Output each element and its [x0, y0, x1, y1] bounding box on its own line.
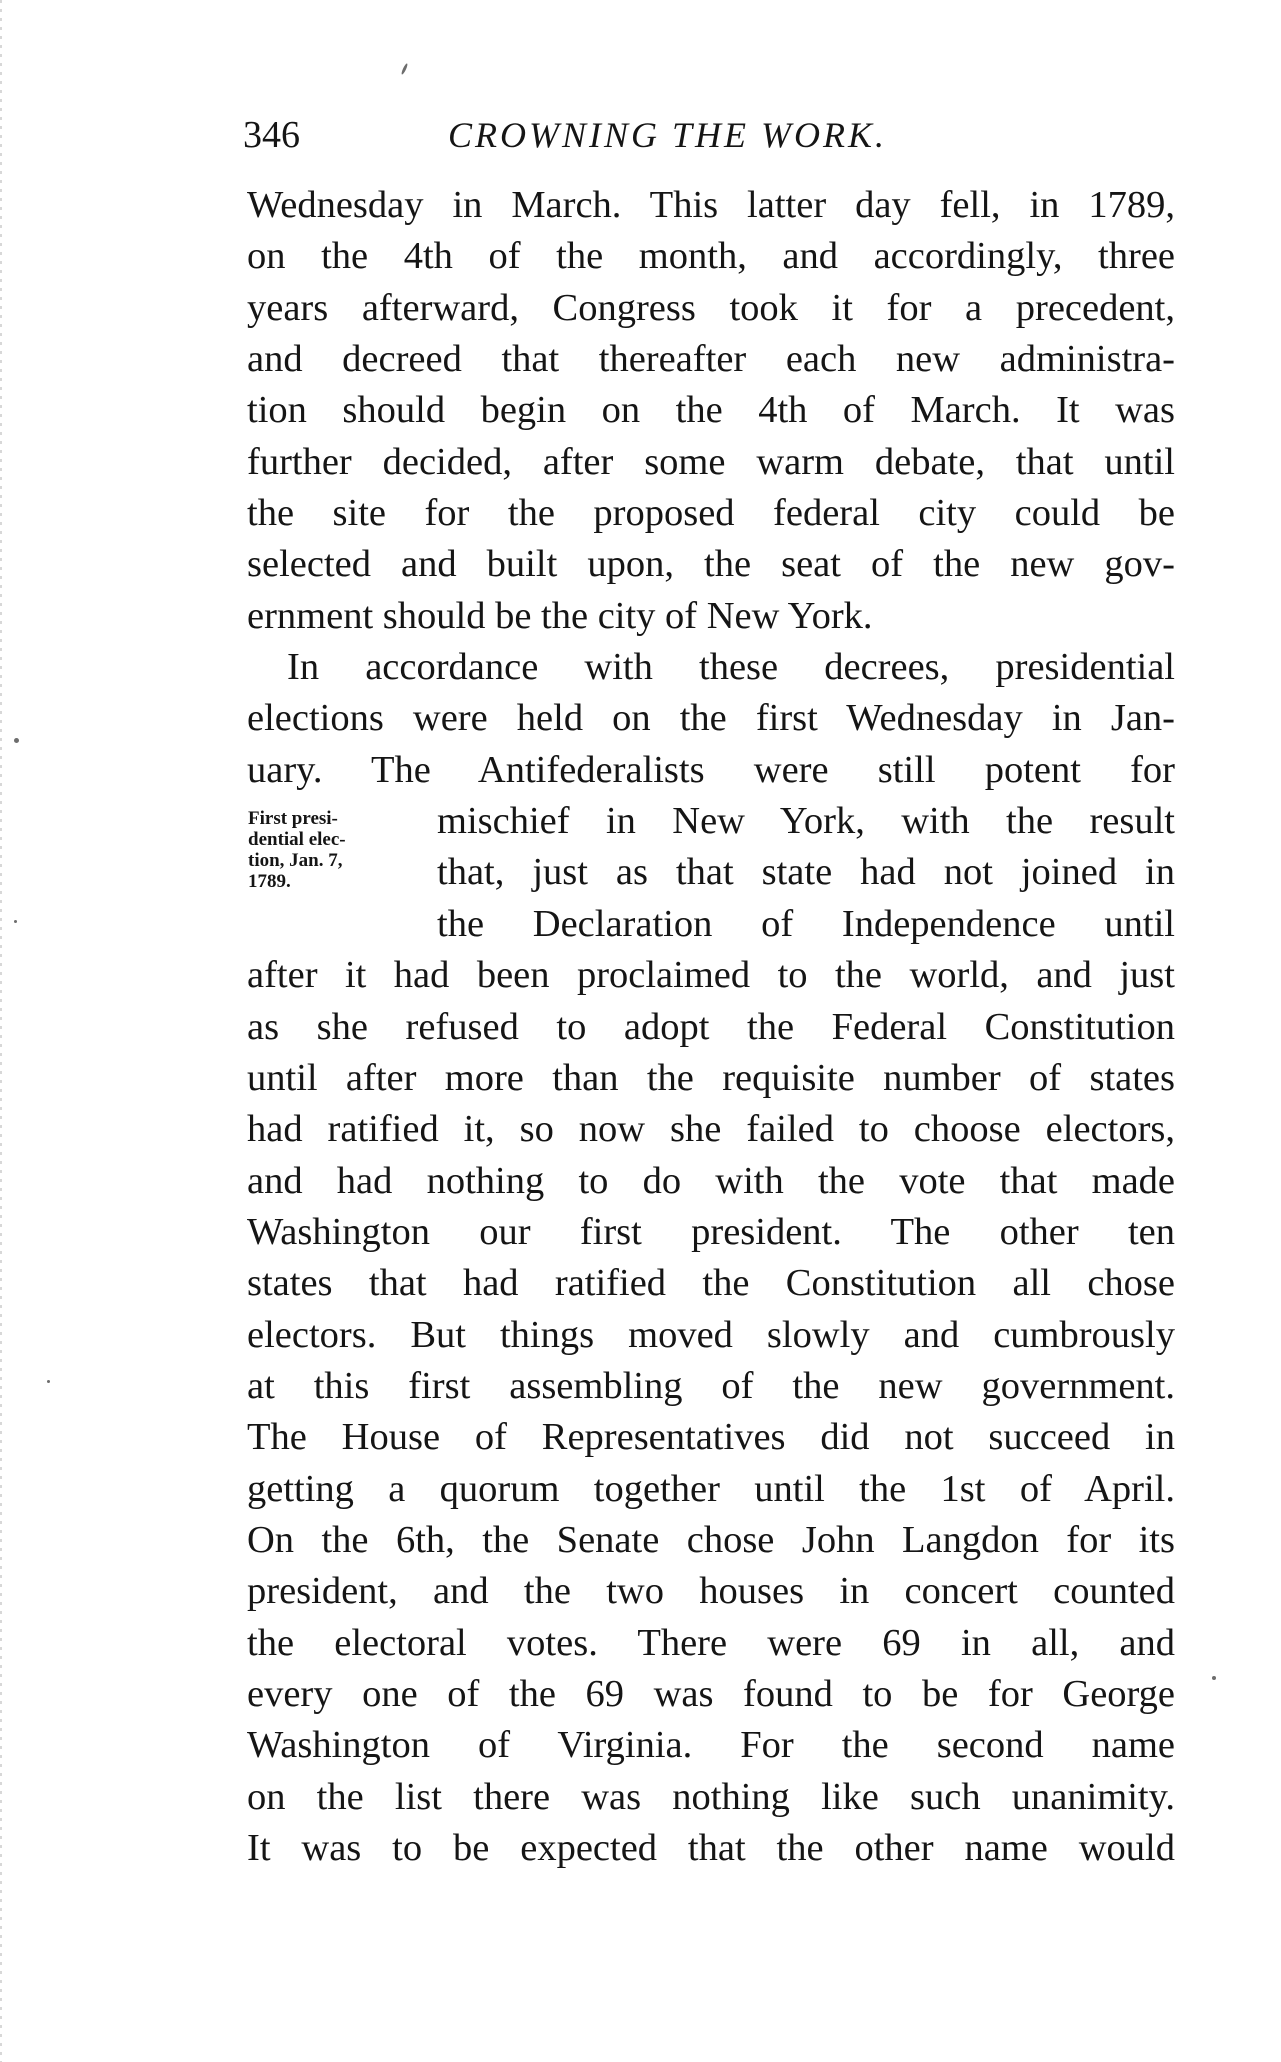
text-line: until after more than the requisite number of states: [247, 1056, 1175, 1099]
text-line: It was to be expected that the other name would: [247, 1827, 1175, 1869]
text-line: further decided, after some warm debate, that until: [247, 440, 1175, 483]
text-line: The House of Representatives did not succeed in: [247, 1416, 1175, 1459]
text-line: president, and the two houses in concert counted: [247, 1570, 1175, 1613]
text-line: years afterward, Congress took it for a precedent,: [247, 286, 1175, 329]
margin-note-line: tion, Jan. 7,: [248, 850, 343, 871]
text-line: states that had ratified the Constitution all chose: [247, 1262, 1175, 1305]
text-line: had ratified it, so now she failed to choose electors,: [247, 1108, 1175, 1151]
running-title: CROWNING THE WORK.: [448, 115, 887, 155]
text-line: On the 6th, the Senate chose John Langdon for its: [247, 1518, 1175, 1561]
paragraph-start-line: In accordance with these decrees, presidential: [287, 646, 1175, 689]
ink-speck: [14, 920, 17, 923]
ink-speck: [47, 1380, 50, 1383]
text-line: Wednesday in March. This latter day fell, in 1789,: [247, 184, 1175, 226]
text-line: as she refused to adopt the Federal Constitution: [247, 1005, 1175, 1048]
text-line: Washington our first president. The other ten: [247, 1210, 1175, 1253]
text-line: uary. The Antifederalists were still potent for: [247, 748, 1175, 791]
ink-speck: [401, 63, 409, 75]
ink-speck: [1212, 1676, 1216, 1680]
text-line: tion should begin on the 4th of March. It was: [247, 389, 1175, 432]
text-line-beside-note: the Declaration of Independence until: [437, 902, 1175, 945]
text-line: on the list there was nothing like such unanimity.: [247, 1775, 1175, 1818]
paragraph-end-line: ernment should be the city of New York.: [247, 594, 873, 637]
scan-edge-mark: [0, 0, 2, 2062]
margin-note-line: 1789.: [248, 871, 291, 892]
ink-speck: [14, 738, 19, 743]
margin-note-line: dential elec-: [248, 829, 346, 850]
text-line: at this first assembling of the new government.: [247, 1364, 1175, 1407]
text-line: and decreed that thereafter each new administra-: [247, 338, 1175, 381]
text-line: getting a quorum together until the 1st of April.: [247, 1467, 1175, 1510]
running-head: [243, 110, 1183, 160]
text-line: on the 4th of the month, and accordingly, three: [247, 235, 1175, 278]
text-line: after it had been proclaimed to the world, and just: [247, 954, 1175, 997]
text-line-beside-note: mischief in New York, with the result: [437, 800, 1175, 843]
text-line-beside-note: that, just as that state had not joined in: [437, 851, 1175, 894]
text-line: and had nothing to do with the vote that made: [247, 1159, 1175, 1202]
body-text: [247, 180, 1175, 1874]
text-line: the electoral votes. There were 69 in all, and: [247, 1621, 1175, 1664]
text-line: selected and built upon, the seat of the new gov-: [247, 543, 1175, 586]
page-number: 346: [243, 114, 300, 156]
text-line: every one of the 69 was found to be for George: [247, 1672, 1175, 1715]
text-line: the site for the proposed federal city could be: [247, 492, 1175, 535]
text-line: elections were held on the first Wednesday in Jan-: [247, 697, 1175, 740]
text-line: electors. But things moved slowly and cumbrously: [247, 1313, 1175, 1356]
margin-note-line: First presi-: [248, 808, 338, 829]
text-line: Washington of Virginia. For the second name: [247, 1724, 1175, 1767]
